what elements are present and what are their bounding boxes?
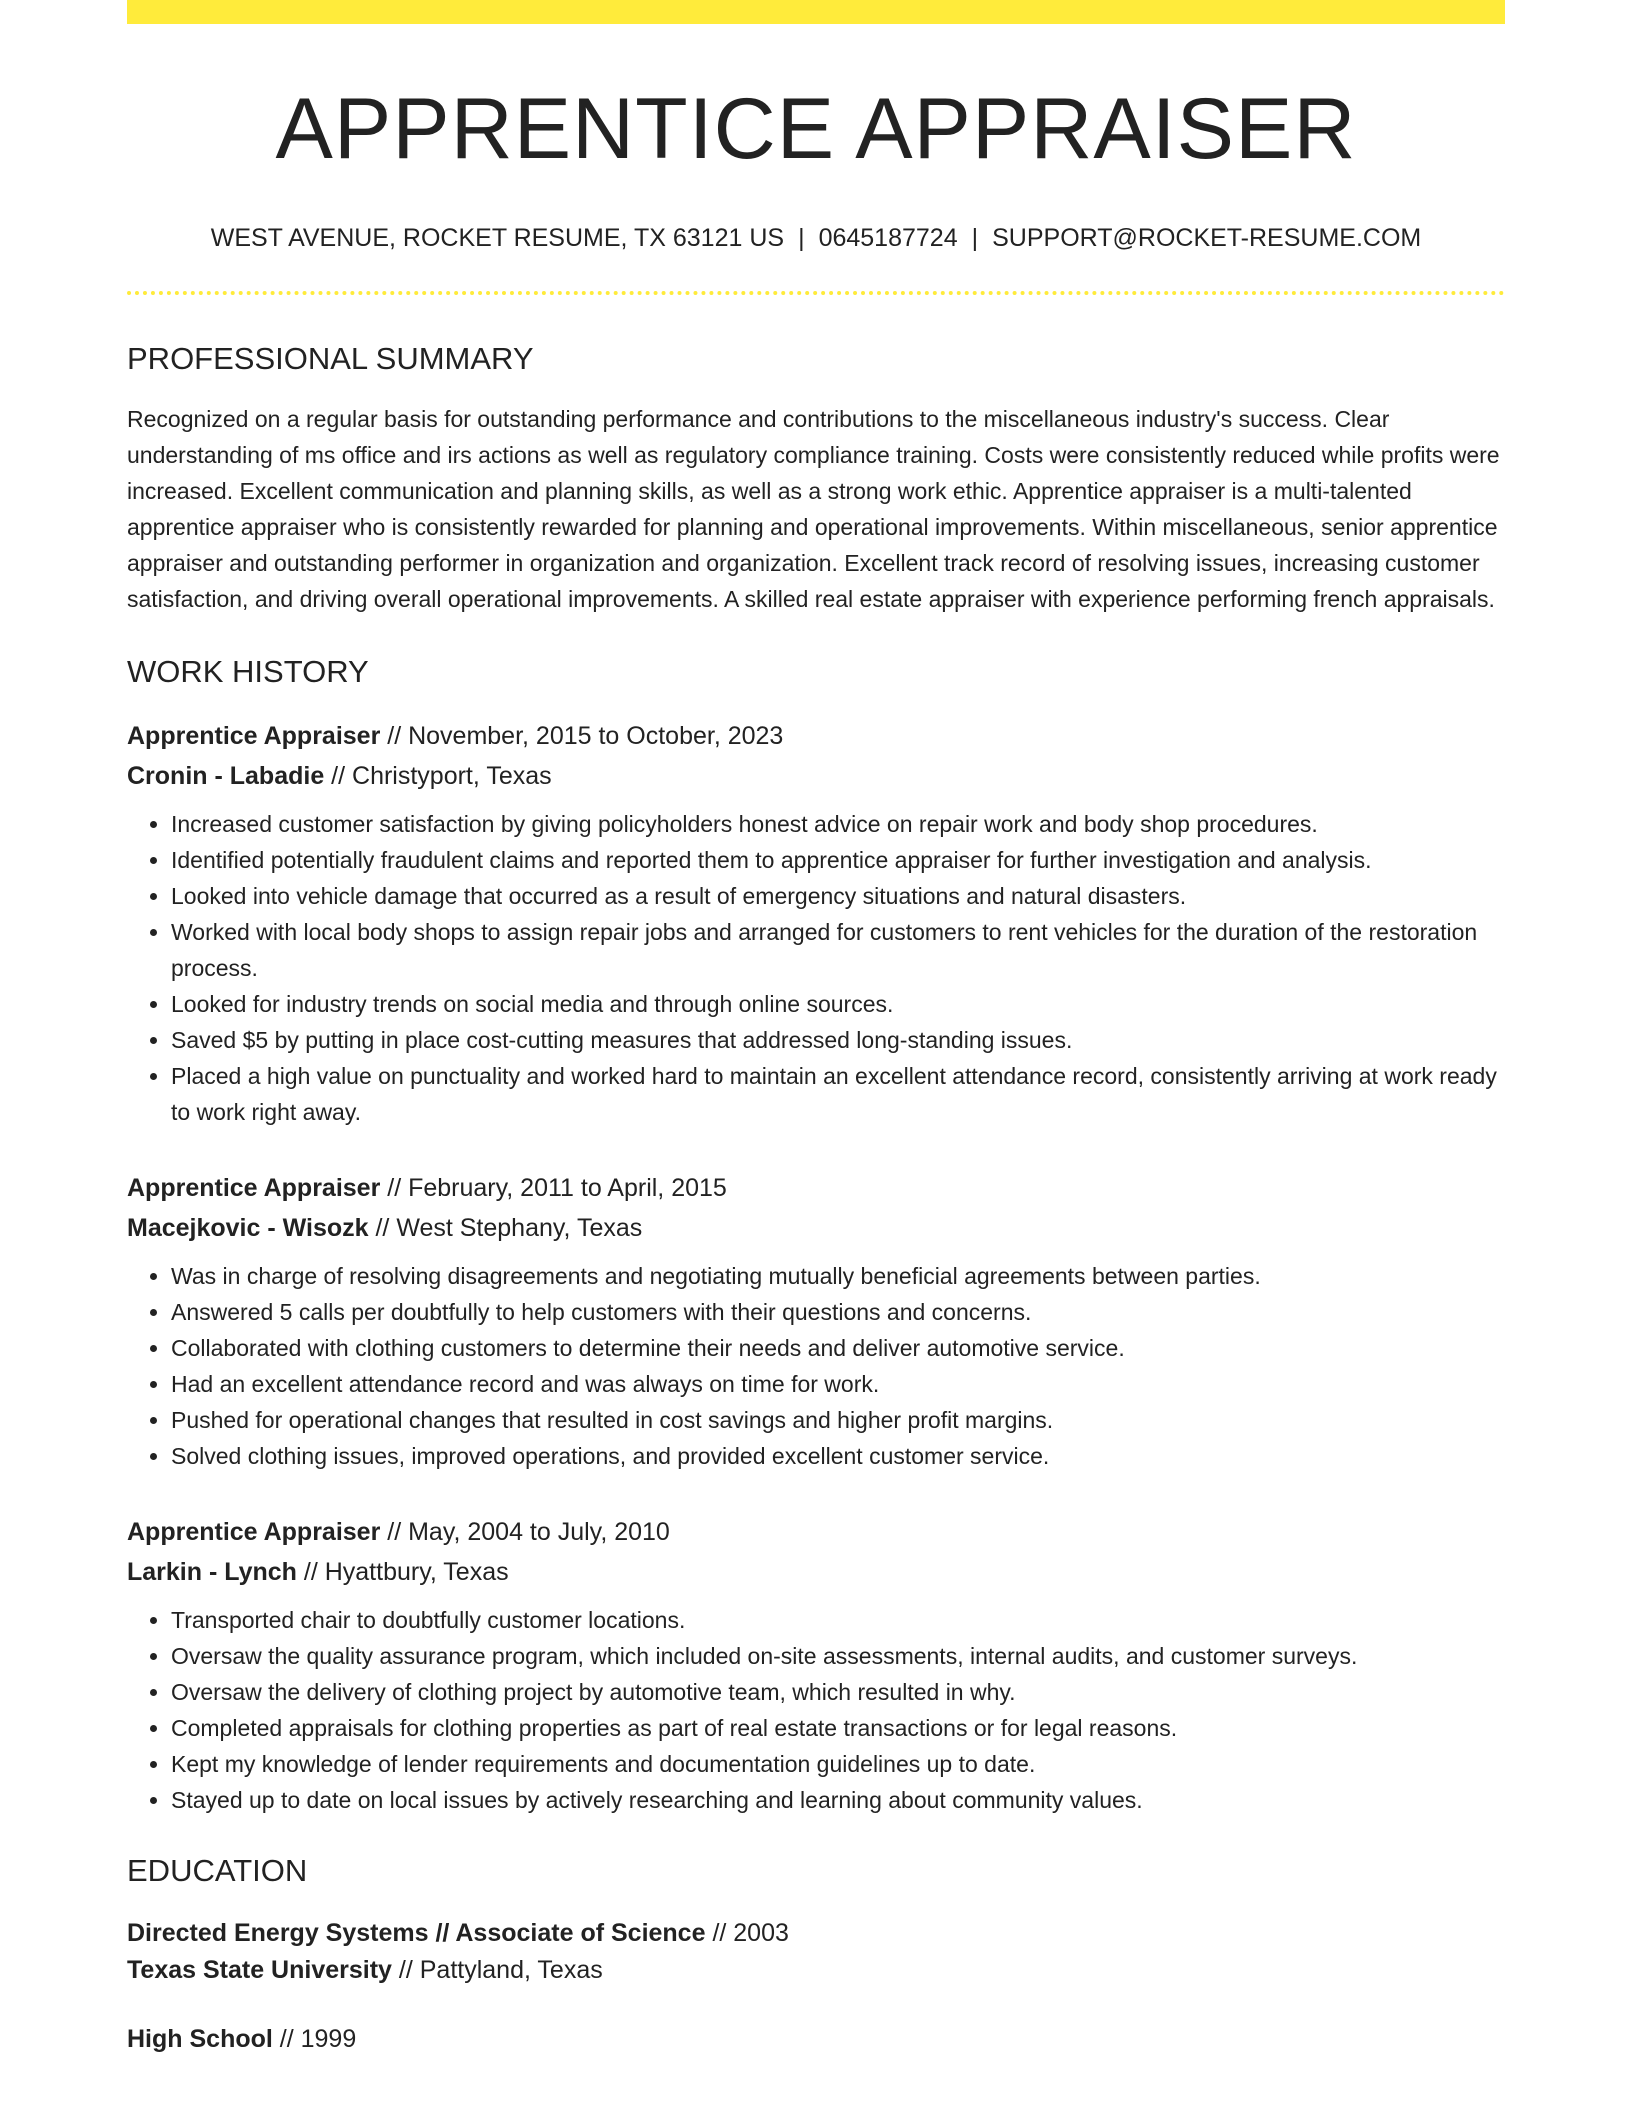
job-entry xyxy=(127,716,1505,1130)
contact-address: WEST AVENUE, ROCKET RESUME, TX 63121 US xyxy=(210,223,785,252)
job-bullet: • Had an excellent attendance record and was always on time for work. xyxy=(171,1366,1505,1402)
education-year: // 2003 xyxy=(705,1919,789,1948)
job-bullet: • Placed a high value on punctuality and worked hard to maintain an excellent attendance record, consistently arriving at work ready to work right away. xyxy=(171,1058,1505,1130)
job-company: Macejkovic - Wisozk xyxy=(127,1213,369,1242)
resume-page xyxy=(127,0,1505,2058)
accent-top-bar xyxy=(127,0,1505,24)
summary-heading: PROFESSIONAL SUMMARY xyxy=(127,340,534,376)
education-school-line xyxy=(127,1952,1505,1989)
job-bullets xyxy=(127,1602,1505,1818)
education-entry xyxy=(127,2021,1505,2058)
work-history-heading: WORK HISTORY xyxy=(127,653,369,689)
job-company: Larkin - Lynch xyxy=(127,1557,297,1586)
education-location: // Pattyland, Texas xyxy=(391,1956,603,1985)
education-degree: Directed Energy Systems // Associate of Science xyxy=(127,1919,706,1948)
job-bullet: • Worked with local body shops to assign repair jobs and arranged for customers to rent vehicles for the duration of the restoration process. xyxy=(171,914,1505,986)
job-title: Apprentice Appraiser xyxy=(127,1173,381,1202)
job-company-line xyxy=(127,1208,1505,1248)
job-title-line xyxy=(127,1168,1505,1208)
job-bullet: • Answered 5 calls per doubtfully to help customers with their questions and concerns. xyxy=(171,1294,1505,1330)
contact-email: SUPPORT@ROCKET-RESUME.COM xyxy=(992,223,1422,252)
contact-phone: 0645187724 xyxy=(818,223,958,252)
job-title-line xyxy=(127,716,1505,756)
summary-text: Recognized on a regular basis for outstanding performance and contributions to the miscellaneous industry's success. Clear understanding of ms office and irs actions as well as regulatory compliance training. Costs were consistently reduced while profits were increased. Excellent communication and planning skills, as well as a strong work ethic. Apprentice appraiser is a multi-talented apprentice appraiser who is consistently rewarded for planning and operational improvements. Within miscellaneous, senior apprentice appraiser and outstanding performer in organization and organization. Excellent track record of resolving issues, increasing customer satisfaction, and driving overall operational improvements. A skilled real estate appraiser with experience performing french appraisals. xyxy=(127,405,1500,612)
job-title: Apprentice Appraiser xyxy=(127,1517,381,1546)
candidate-name: APPRENTICE APPRAISER xyxy=(275,81,1357,177)
education-year: // 1999 xyxy=(272,2025,357,2054)
education-heading: EDUCATION xyxy=(127,1852,308,1888)
job-bullet: • Saved $5 by putting in place cost-cutting measures that addressed long-standing issues. xyxy=(171,1022,1505,1058)
job-bullet: • Collaborated with clothing customers to determine their needs and deliver automotive service. xyxy=(171,1330,1505,1366)
job-bullet: • Stayed up to date on local issues by actively researching and learning about community values. xyxy=(171,1782,1505,1818)
job-company: Cronin - Labadie xyxy=(127,761,325,790)
job-dates: // November, 2015 to October, 2023 xyxy=(380,721,784,750)
job-bullet: • Looked for industry trends on social media and through online sources. xyxy=(171,986,1505,1022)
education-degree: High School xyxy=(127,2025,273,2054)
job-entry xyxy=(127,1168,1505,1474)
job-company-line xyxy=(127,756,1505,796)
job-location: // Hyattbury, Texas xyxy=(296,1557,509,1586)
dotted-divider xyxy=(127,291,1505,295)
job-bullet: • Oversaw the delivery of clothing project by automotive team, which resulted in why. xyxy=(171,1674,1505,1710)
job-bullet: • Transported chair to doubtfully customer locations. xyxy=(171,1602,1505,1638)
job-bullet: • Solved clothing issues, improved operations, and provided excellent customer service. xyxy=(171,1438,1505,1474)
education-school: Texas State University xyxy=(127,1956,392,1985)
job-entry xyxy=(127,1512,1505,1818)
contact-separator: | xyxy=(798,223,805,252)
job-bullet: • Pushed for operational changes that resulted in cost savings and higher profit margins. xyxy=(171,1402,1505,1438)
job-title: Apprentice Appraiser xyxy=(127,721,381,750)
education-degree-line xyxy=(127,2021,1505,2058)
job-bullet: • Increased customer satisfaction by giving policyholders honest advice on repair work and body shop procedures. xyxy=(171,806,1505,842)
job-bullet: • Looked into vehicle damage that occurred as a result of emergency situations and natural disasters. xyxy=(171,878,1505,914)
job-bullet: • Completed appraisals for clothing properties as part of real estate transactions or for legal reasons. xyxy=(171,1710,1505,1746)
education-entry xyxy=(127,1915,1505,1989)
job-dates: // February, 2011 to April, 2015 xyxy=(380,1173,727,1202)
job-bullet: • Oversaw the quality assurance program, which included on-site assessments, internal audits, and customer surveys. xyxy=(171,1638,1505,1674)
job-location: // West Stephany, Texas xyxy=(368,1213,643,1242)
job-bullets xyxy=(127,1258,1505,1474)
contact-line xyxy=(127,223,1505,253)
job-company-line xyxy=(127,1552,1505,1592)
job-bullet: • Identified potentially fraudulent claims and reported them to apprentice appraiser for further investigation and analysis. xyxy=(171,842,1505,878)
job-title-line xyxy=(127,1512,1505,1552)
education-degree-line xyxy=(127,1915,1505,1952)
job-location: // Christyport, Texas xyxy=(324,761,552,790)
job-bullet: • Was in charge of resolving disagreements and negotiating mutually beneficial agreements between parties. xyxy=(171,1258,1505,1294)
job-bullet: • Kept my knowledge of lender requirements and documentation guidelines up to date. xyxy=(171,1746,1505,1782)
job-dates: // May, 2004 to July, 2010 xyxy=(380,1517,670,1546)
contact-separator: | xyxy=(971,223,979,252)
job-bullets xyxy=(127,806,1505,1130)
